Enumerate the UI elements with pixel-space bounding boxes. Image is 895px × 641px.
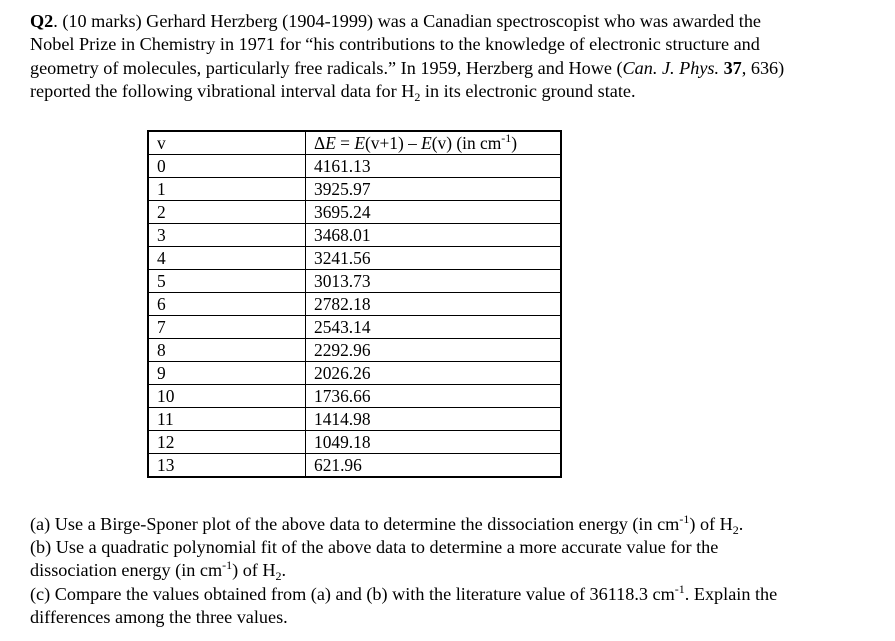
intro-text: , 636) — [741, 57, 785, 78]
cell-v: 11 — [148, 408, 306, 431]
intro-text: in its electronic ground state. — [420, 81, 636, 102]
cell-delta-e: 621.96 — [306, 454, 562, 478]
table-row — [148, 293, 561, 316]
question-c-line-2: differences among the three values. — [30, 606, 288, 627]
question-text: ) of H — [689, 514, 733, 534]
question-text: . — [281, 560, 287, 581]
cell-v: 9 — [148, 362, 306, 385]
table-row — [148, 155, 561, 178]
table-row — [148, 431, 561, 454]
cell-v: 7 — [148, 316, 306, 339]
cell-delta-e: 2292.96 — [306, 339, 562, 362]
subscript: 2 — [732, 523, 739, 537]
header-text: E — [325, 133, 336, 153]
question-a — [30, 513, 890, 536]
table-row — [148, 339, 561, 362]
table-row — [148, 224, 561, 247]
vibrational-data-table — [147, 130, 562, 478]
cell-v: 3 — [148, 224, 306, 247]
table-header-row — [148, 131, 561, 155]
question-text: (c) Compare the values obtained from (a) and (b) with the literature value of 36118.3 cm — [30, 583, 675, 604]
header-text: E — [421, 133, 432, 153]
question-text: . Explain the — [684, 583, 778, 604]
cell-delta-e: 1736.66 — [306, 385, 562, 408]
table-row — [148, 270, 561, 293]
sub-questions — [30, 513, 890, 629]
cell-delta-e: 2782.18 — [306, 293, 562, 316]
table-row — [148, 385, 561, 408]
cell-v: 12 — [148, 431, 306, 454]
cell-delta-e: 3468.01 — [306, 224, 562, 247]
intro-text: . (10 marks) Gerhard Herzberg (1904-1999) was a Canadian spectroscopist who was awarded the — [53, 11, 761, 31]
header-v: v — [148, 131, 306, 155]
subscript: 2 — [275, 569, 282, 584]
cell-delta-e: 3925.97 — [306, 178, 562, 201]
question-text: . — [738, 514, 744, 534]
cell-v: 13 — [148, 454, 306, 478]
header-text: (v+1) – — [364, 133, 422, 153]
cell-delta-e: 1049.18 — [306, 431, 562, 454]
subscript: 2 — [414, 90, 421, 105]
intro-text: reported the following vibrational interval data for H — [30, 81, 415, 102]
table-row — [148, 247, 561, 270]
cell-delta-e: 2543.14 — [306, 316, 562, 339]
table-row — [148, 362, 561, 385]
question-b-line-2 — [30, 559, 890, 582]
cell-v: 10 — [148, 385, 306, 408]
cell-v: 6 — [148, 293, 306, 316]
cell-delta-e: 1414.98 — [306, 408, 562, 431]
cell-delta-e: 4161.13 — [306, 155, 562, 178]
intro-line-2: Nobel Prize in Chemistry in 1971 for “his contributions to the knowledge of electronic structure and — [30, 34, 760, 55]
header-text: Δ — [314, 133, 326, 153]
table-row — [148, 316, 561, 339]
header-delta-e — [306, 131, 562, 155]
intro-line-1 — [30, 10, 880, 33]
superscript: -1 — [501, 131, 512, 145]
cell-v: 2 — [148, 201, 306, 224]
header-text: = — [335, 133, 355, 153]
table-row — [148, 408, 561, 431]
question-intro — [30, 10, 880, 104]
cell-v: 8 — [148, 339, 306, 362]
header-text: E — [354, 133, 365, 153]
question-label: Q2 — [30, 11, 54, 31]
superscript: -1 — [222, 558, 233, 573]
intro-text: geometry of molecules, particularly free radicals.” In 1959, Herzberg and Howe ( — [30, 57, 623, 78]
header-text: (v) (in cm — [431, 133, 502, 153]
intro-line-3 — [30, 57, 880, 80]
cell-delta-e: 3241.56 — [306, 247, 562, 270]
intro-line-4 — [30, 80, 880, 103]
table-row — [148, 454, 561, 478]
journal-name: Can. J. Phys. — [622, 57, 720, 78]
question-c-line-1 — [30, 583, 890, 606]
superscript: -1 — [674, 581, 685, 596]
header-text: ) — [511, 133, 518, 153]
question-b-line-1: (b) Use a quadratic polynomial fit of the above data to determine a more accurate value for the — [30, 537, 719, 558]
table-row — [148, 178, 561, 201]
superscript: -1 — [679, 512, 690, 526]
question-text: ) of H — [232, 560, 276, 581]
question-text: (a) Use a Birge-Sponer plot of the above data to determine the dissociation energy (in cm — [30, 514, 680, 534]
cell-v: 5 — [148, 270, 306, 293]
cell-delta-e: 3013.73 — [306, 270, 562, 293]
cell-v: 4 — [148, 247, 306, 270]
table-body — [148, 131, 561, 477]
cell-delta-e: 3695.24 — [306, 201, 562, 224]
question-text: dissociation energy (in cm — [30, 560, 223, 581]
table-row — [148, 201, 561, 224]
cell-v: 0 — [148, 155, 306, 178]
cell-delta-e: 2026.26 — [306, 362, 562, 385]
journal-volume: 37 — [723, 57, 742, 78]
cell-v: 1 — [148, 178, 306, 201]
